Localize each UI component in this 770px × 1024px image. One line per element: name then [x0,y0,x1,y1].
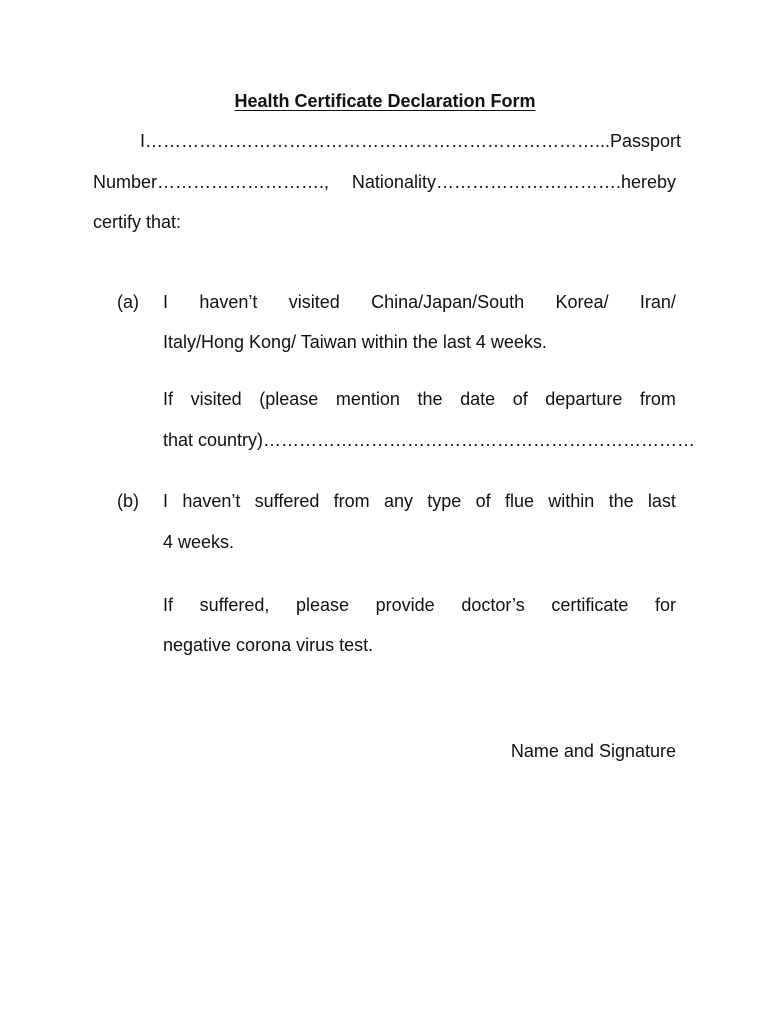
word: date [460,389,496,409]
word: of [512,389,528,409]
word: provide [375,595,435,615]
word: the [608,491,634,511]
intro-line-3: certify that: [93,212,182,232]
word: doctor’s [461,595,525,615]
item-a-note-line-1 [163,388,676,410]
word: haven’t [199,292,258,312]
word: China/Japan/South [371,292,525,312]
item-a-line-1 [163,291,676,313]
passport-label: Passport [610,131,682,151]
word: from [639,389,676,409]
word: suffered [254,491,320,511]
word: please [295,595,350,615]
form-title: Health Certificate Declaration Form [234,91,536,111]
word: suffered, [199,595,270,615]
departure-date-blank: that country)……………………………………………………………… [163,430,696,450]
item-a-marker: (a) [117,292,139,312]
word: mention [335,389,400,409]
word: from [333,491,370,511]
intro-line-2 [93,171,676,193]
word: the [417,389,443,409]
word: haven’t [182,491,241,511]
word: visited [288,292,340,312]
word: last [647,491,676,511]
word: certificate [551,595,629,615]
signature-label: Name and Signature [510,741,676,761]
word: (please [259,389,319,409]
passport-number-blank: Number………………………., [93,172,330,192]
word: for [654,595,676,615]
item-b-line-1 [163,490,676,512]
word: of [475,491,491,511]
word: departure [545,389,623,409]
word: within [548,491,595,511]
word: If [163,595,174,615]
word: Korea/ [555,292,609,312]
word: Iran/ [639,292,676,312]
word: type [427,491,462,511]
item-b-note-line-2: negative corona virus test. [163,635,374,655]
word: I [163,491,169,511]
word: visited [190,389,242,409]
intro-line-1 [140,130,682,152]
item-b-marker: (b) [117,491,139,511]
word: flue [504,491,534,511]
word: I [163,292,169,312]
word: If [163,389,174,409]
nationality-blank: Nationality………………………….hereby [351,172,676,192]
word: any [383,491,413,511]
item-a-line-2: Italy/Hong Kong/ Taiwan within the last 4 weeks. [163,332,547,352]
item-b-line-2: 4 weeks. [163,532,235,552]
item-b-note-line-1 [163,594,676,616]
name-blank: I…………………………………………………………………... [140,131,611,151]
